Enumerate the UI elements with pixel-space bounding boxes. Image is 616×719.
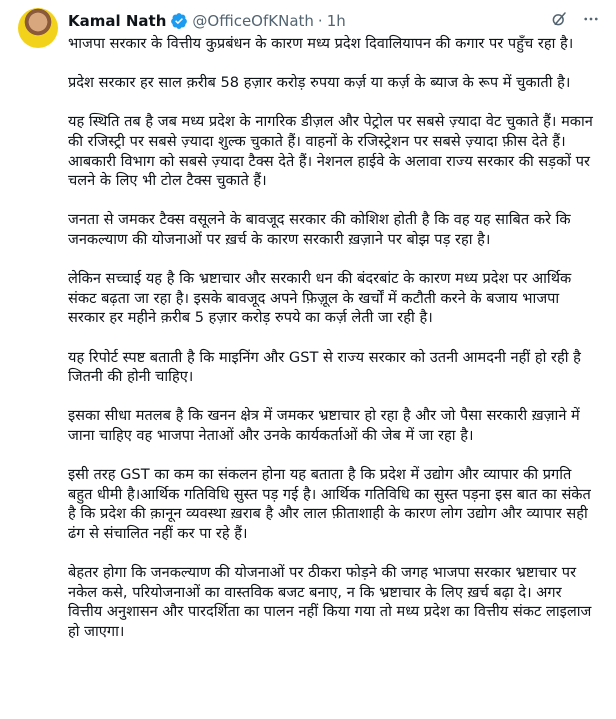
tweet-time[interactable]: 1h (326, 12, 346, 30)
avatar[interactable] (18, 8, 58, 48)
tweet-paragraph: भाजपा सरकार के वित्तीय कुप्रबंधन के कारण मध्य प्रदेश दिवालियापन की कगार पर पहुँच रहा है। (68, 35, 574, 52)
separator-dot: · (317, 12, 323, 30)
tweet-text (68, 34, 600, 661)
tweet-paragraph: लेकिन सच्चाई यह है कि भ्रष्टाचार और सरकारी धन की बंदरबांट के कारण मध्य प्रदेश पर आर्थिक संकट बढ़ता जा रहा है। इसके बावजूद अपने फ़िज़ूल के खर्चों में कटौती करने के बजाय भाजपा सरकार हर महीने क़रीब 5 हज़ार करोड़ रुपये का कर्ज़ लेती जा रही है। (68, 270, 572, 327)
tweet-paragraph: इसी तरह GST का कम का संकलन होना यह बताता है कि प्रदेश में उद्योग और व्यापार की प्रगति बहुत धीमी है।आर्थिक गतिविधि सुस्त पड़ गई है। आर्थिक गतिविधि का सुस्त पड़ना इस बात का संकेत है कि प्रदेश की क़ानून व्यवस्था ख़राब है और लाल फ़ीताशाही के कारण लोग उद्योग और व्यापार सही ढंग से संचालित नहीं कर पा रहे हैं। (68, 466, 591, 542)
header-actions (550, 10, 600, 28)
tweet-paragraph: प्रदेश सरकार हर साल क़रीब 58 हज़ार करोड़ रुपया कर्ज़ या कर्ज़ के ब्याज के रूप में चुकाती है। (68, 74, 571, 92)
verified-badge-icon (170, 12, 188, 30)
tweet-paragraph: यह रिपोर्ट स्पष्ट बताती है कि माइनिंग और GST से राज्य सरकार को उतनी आमदनी नहीं हो रही है जितनी की होनी चाहिए। (68, 348, 581, 386)
tweet-paragraph: जनता से जमकर टैक्स वसूलने के बावजूद सरकार की कोशिश होती है कि वह यह साबित करे कि जनकल्याण की योजनाओं पर ख़र्च के कारण सरकारी ख़ज़ाने पर बोझ पड़ रहा है। (68, 211, 571, 248)
more-options-icon[interactable] (582, 10, 600, 28)
author-name[interactable]: Kamal Nath (68, 12, 167, 30)
tweet-header (68, 10, 600, 32)
grok-icon[interactable] (550, 10, 568, 28)
tweet-paragraph: इसका सीधा मतलब है कि खनन क्षेत्र में जमकर भ्रष्टाचार हो रहा है और जो पैसा सरकारी ख़ज़ाने में जाना चाहिए वह भाजपा नेताओं और उनके कार्यकर्ताओं की जेब में जा रहा है। (68, 407, 580, 444)
tweet-paragraph: यह स्थिति तब है जब मध्य प्रदेश के नागरिक डीज़ल और पेट्रोल पर सबसे ज़्यादा वेट चुकाते हैं। मकान की रजिस्ट्री पर सबसे ज़्यादा शुल्क चुकाते हैं। वाहनों के रजिस्ट्रेशन पर सबसे ज़्यादा फ़ीस देते हैं। आबकारी विभाग को सबसे ज़्यादा टैक्स देते हैं। नेशनल हाईवे के अलावा राज्य सरकार की सड़कों पर चलने के लिए भी टोल टैक्स चुकाते हैं। (68, 113, 593, 190)
tweet-paragraph: बेहतर होगा कि जनकल्याण की योजनाओं पर ठीकरा फोड़ने की जगह भाजपा सरकार भ्रष्टाचार पर नकेल कसे, परियोजनाओं का वास्तविक बजट बनाए, न कि भ्रष्टाचार के लिए ख़र्च बढ़ा दे। अगर वित्तीय अनुशासन और पारदर्शिता का पालन नहीं किया गया तो मध्य प्रदेश का वित्तीय संकट लाइलाज हो जाएगा। (68, 564, 592, 640)
author-handle[interactable]: @OfficeOfKNath (192, 12, 314, 30)
